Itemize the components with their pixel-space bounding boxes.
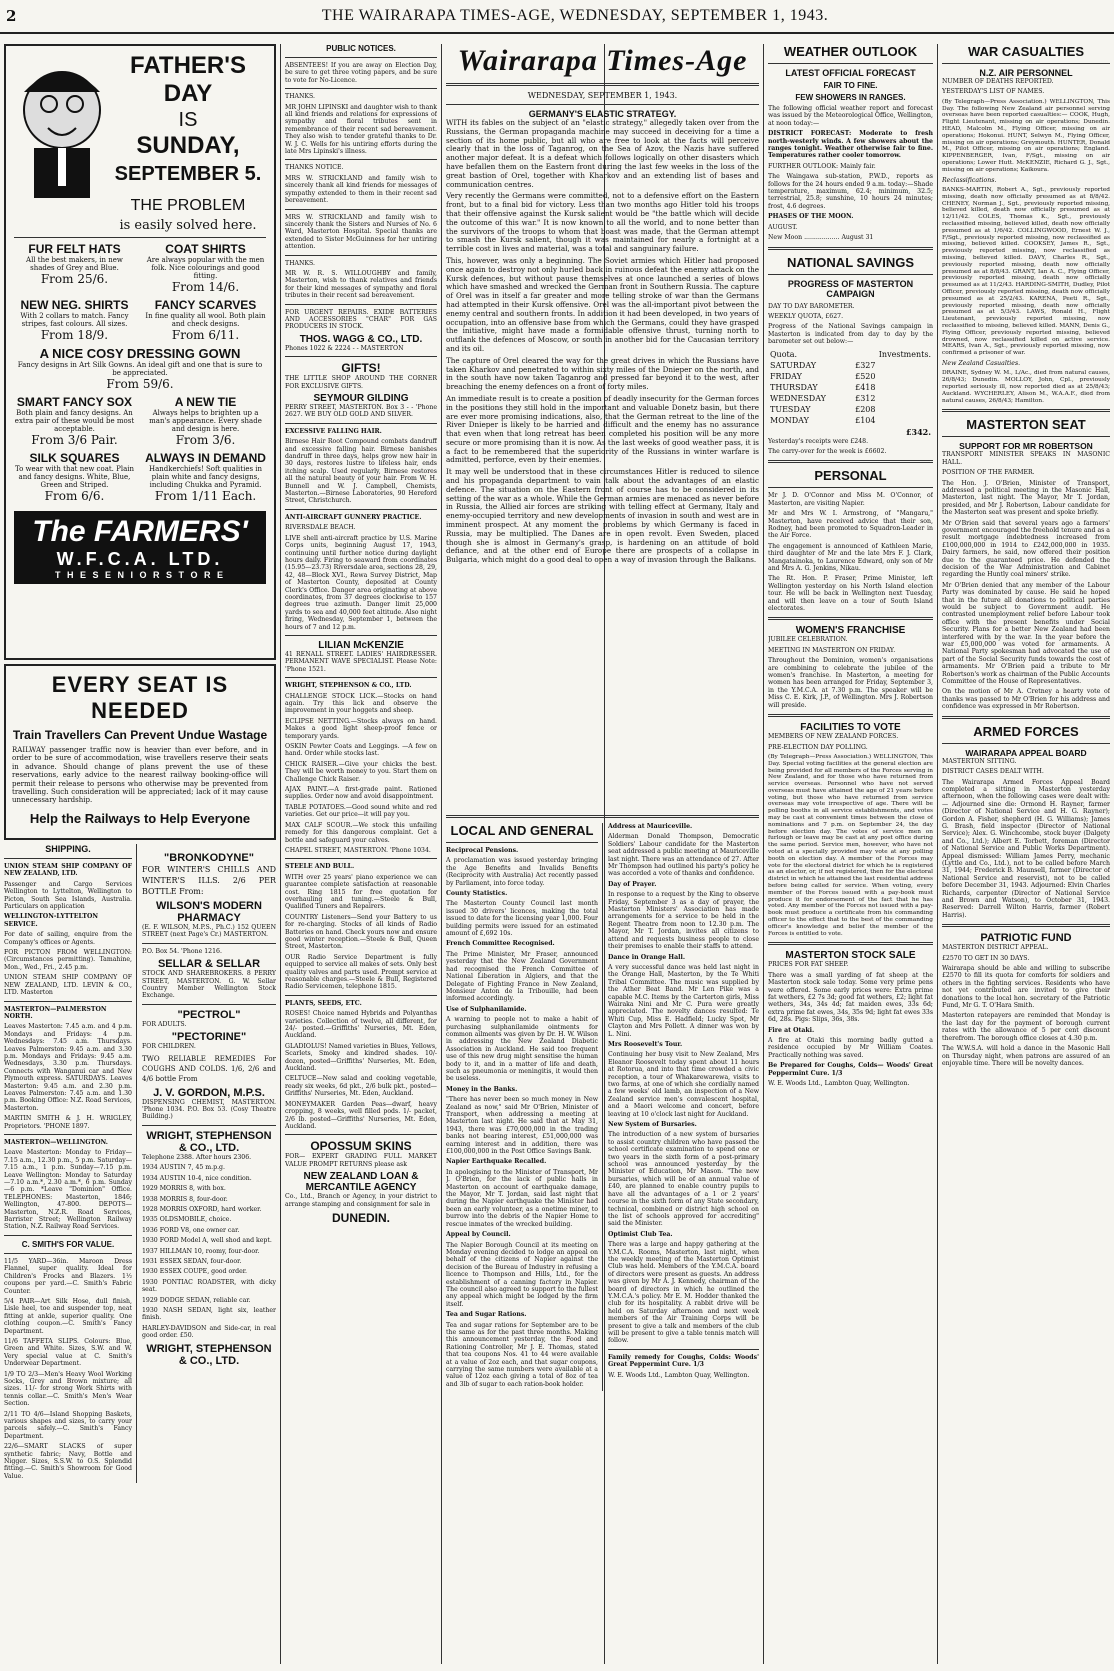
item-fancy-sox: SMART FANCY SOX Both plain and fancy designs. An extra pair of these would be most acceptable. From 3/6 Pair.: [14, 395, 135, 447]
car-item: 1929 MORRIS 8, with box.: [142, 1185, 226, 1193]
masthead: [0, 0, 1114, 34]
car-list: [142, 1164, 276, 1339]
problem-line: THE PROBLEM: [130, 197, 246, 214]
table-row: MONDAY £104: [770, 415, 876, 425]
railway-ad: [4, 664, 276, 840]
savings-barometer-table: Quota. Investments. SATURDAY £327 FRIDAY £520 THURSDAY £418 WEDNESDAY £312 TUESDAY £208 MONDAY £104 £342.: [770, 349, 931, 437]
column-6: WAR CASUALTIES N.Z. AIR PERSONNEL NUMBER OF DEATHS REPORTED. YESTERDAY'S LIST OF NAMES. (By Telegraph—Press Association.) WELLINGTON, This Day. The following New Zealand air personnel serving overseas have been reported casualties:— COOK, Hugh, Flight Lieutenant, missing on air operations; Dunedin. HEAD, Malcolm M., Flying Officer, missing on air operations; Hokonui. HUNT, Selwyn M., Flying Officer, missing on air operations; Greymouth. HUNTER, Donald M., Pilot Officer, missing on air operations; England. KIPPENBERGER, Ivan, F/Sgt., missing on air operations; Lower Hutt. McKENZIE, Richard G. J., Sgt., missing on air operations; Kaikoura. Reclassifications. BANKS-MARTIN, Robert A., Sgt., previously reported missing, death now officially presumed as at 8/8/42. CHENEY, Norman J., Sgt., previously reported missing, believed killed, death now officially presumed as at 12/11/42. COLES, Thomas K., Sgt., previously reclassified missing, believed killed, death now officially presumed as at 1/6/42. COLLINGWOOD, Ernest W. J., F/Sgt., previously reported missing, now reclassified as missing, believed killed. COOKSEY, James R., Sgt., previously reported missing, now reclassified as missing, believed killed. DAVY, Charles R., Sgt., previously reported missing, death now officially presumed as at 8/8/43. GRANT, Ian A. C., Flying Officer, previously reported missing, death now officially presumed as at 11/2/43. HARDING-SMITH, Dudley, Pilot Officer, previously reported missing, death now officially presumed as at 25/2/43. KARENA, Peeti R., Sgt., previously reported missing, death now officially presumed as at 5/3/43. LAWS, Ronald H., Flight Lieutenant, previously reported missing, now reclassified to missing, believed killed. MANN, Denis G., Flying Officer, previously reported missing, believed drowned, now reclassified killed on active service. MEARS, Ivan A., Sgt., previously reported missing, now confirmed a prisoner of war. New Zealand Casualties. DRAINE, Sydney W. M., L/Ac., died from natural causes, 26/8/43; Dunedin. MOLLOY, John, Cpl., previously reported seriously ill, now reported died as at 25/8/43; Auckland. WYCHERLEY, Alison M., W.A.A.F., died from natural causes, 26/8/43; Hamilton. MASTERTON SEAT SUPPORT FOR MR ROBERTSON TRANSPORT MINISTER SPEAKS IN MASONIC HALL. POSITION OF THE FARMER. The Hon. J. O'Brien, Minister of Transport, addressed a political meeting in the Masonic Hall, Masterton, last night. The Mayor, Mr T. Jordan, presided, and Mr J. Robertson, Labour candidate for the Masterton seat was present and spoke briefly. Mr O'Brien said that several years ago a farmers' government encouraged the freehold tenure and as a result mortgage indebtedness increased from £100,000,000 in 1914 to £242,000,000 in 1935. Dairy farmers, he said, now offered their position due to the guaranteed price. He defended the decision of the War Administration and Cabinet regarding the Huntly coal miners' strike. Mr O'Brien denied that any member of the Labour Party was dominated by cause. He said he hoped that in the future all donations to political parties would be subject to Government audit. He contrasted unemployment relief before Labour took office with the present benefits under Social Security. Plans for a better New Zealand had been interfered with by the war. In the year before the war £5,000,000 was voted for armaments. A National Party spokesman had advocated the use of part of the Social Security funds towards the cost of armaments. Mr O'Brien paid a tribute to Mr Robertson's work as chairman of the Public Accounts Committee of the House of Representatives. On the motion of Mr A. Cretney a hearty vote of thanks was passed to Mr O'Brien for his address and confidence was expressed in Mr Robertson. ARMED FORCES WAIRARAPA APPEAL BOARD MASTERTON SITTING. DISTRICT CASES DEALT WITH. The Wairarapa Armed Forces Appeal Board completed a sitting in Masterton yesterday afternoon, when the following cases were dealt with:— Adjourned sine die: Ormond H. Rayner, farmer (Director of National Service and H. G. Rayner); Gordon A. Fisher, shepherd (H. G. Williams); James G. Brash, field inspector (Director of National Service); Alex. G. Winchcombe, stock buyer (Dalgety and Co., Ltd.); Albert E. Torbett, foreman (Director of National Service and Public Works Department). Appeal dismissed: William James Perry, mechanic (Lyttle and Co., Ltd.), not to be called before March 31, 1944; Frederick B. Maunsell, farmer (Director of National Service and reservist), not to be called before December 31, 1943. Adjourned: Elvin Charles Richards, carpenter (Director of National Service and Brown and Watson), to October 31, 1943. Reserved: Darrell Wilton Harris, farmer (Robert Harris). PATRIOTIC FUND MASTERTON DISTRICT APPEAL. £2570 TO GET IN 30 DAYS. Wairarapa should be able and willing to subscribe £2570 to fill its quota for comforts for soldiers and others in the fighting services. Residents who have not yet contributed are invited to give their donations to the local hon. secretary of the Patriotic Fund, Mr G. T. O'Hara Smith. Masterton ratepayers are reminded that Monday is the last day for the payment of borough current rates with the allowance of 5 per cent discount therefrom. The borough office closes at 4.30 p.m. The W.W.S.A. will hold a dance in the Masonic Hall on Thursday night, when patrons are assured of an enjoyable time. There will be novelty dances.: [942, 44, 1110, 1067]
shipping-and-remedies: [4, 844, 276, 1483]
table-row: THURSDAY £418: [770, 382, 876, 392]
railway-headline: EVERY SEAT IS NEEDED: [51, 672, 229, 723]
car-item: 1930 FORD Model A, well shod and kept.: [142, 1237, 272, 1245]
item-new-tie: A NEW TIE Always helps to brighten up a man's appearance. Every shade and design is here. From 3/6.: [149, 395, 262, 447]
car-item: 1931 ESSEX SEDAN, four-door.: [142, 1257, 242, 1265]
csmith-item: 5/4 PAIR—Art Silk Hose, dull finish, Lisle heel, toe and suspender top, neat fitting at ankle, superior quality. One clothing coupon.—C. Smith's Fancy Department.: [4, 1297, 132, 1335]
car-item: 1938 MORRIS 8, four-door.: [142, 1195, 228, 1203]
masterton-seat-headline: MASTERTON SEAT: [966, 417, 1086, 433]
table-row: TUESDAY £208: [770, 404, 876, 414]
fathers-day-date: SEPTEMBER 5.: [114, 163, 262, 185]
farmers-ad: [4, 44, 276, 660]
csmith-item: 11/6 TAFFETA SLIPS. Colours: Blue, Green and White. Sizes, S.W. and W. Very special value at C. Smith's Underwear Department.: [4, 1337, 132, 1368]
item-coat-shirts: COAT SHIRTS Are always popular with the men folk. Nice colourings and good fitting. From 14/6.: [146, 242, 265, 294]
item-silk-squares: SILK SQUARES To wear with that new coat. Plain and fancy designs. White, Blue, Green and Striped. From 6/6.: [14, 451, 134, 503]
editorial-date: WEDNESDAY, SEPTEMBER 1, 1943.: [527, 91, 678, 100]
item-fur-felt-hats: FUR FELT HATS All the best makers, in new shades of Grey and Blue. From 25/6.: [26, 242, 123, 286]
item-dressing-gown: A NICE COSY DRESSING GOWN Fancy designs in Art Silk Gowns. An ideal gift and one that is sure to be appreciated. From 59/6.: [17, 346, 263, 391]
fathers-day-line1: FATHER'S: [130, 52, 246, 79]
car-item: 1936 FORD V8, one owner car.: [142, 1226, 240, 1234]
table-row: WEDNESDAY £312: [770, 393, 876, 403]
fathers-day-line2: DAY: [163, 80, 213, 107]
item-fancy-scarves: FANCY SCARVES In fine quality all wool. Both plain and check designs. From 6/11.: [145, 298, 266, 342]
item-always-in-demand: ALWAYS IN DEMAND Handkerchiefs! Soft qualities in plain white and fancy designs, including Chukka and Pyramid. From 1/11 Each.: [145, 451, 266, 503]
car-item: 1937 HILLMAN 10, roomy, four-door.: [142, 1247, 260, 1255]
nameplate: Wairarapa Times-Age: [457, 44, 748, 77]
railway-body: RAILWAY passenger traffic now is heavier than ever before, and in order to be sure of accommodation, wise travellers reserve their seats in advance. Should change of plans prevent the use of these reservations, early advice to the nearest railway booking-office will permit their release to persons who otherwise may be prevented from travelling. Such consideration will be appreciated; lack of it may cause unnecessary hardship.: [12, 746, 268, 805]
editorial-headline: GERMANY'S ELASTIC STRATEGY.: [528, 109, 677, 119]
weather-headline: WEATHER OUTLOOK: [783, 44, 918, 59]
farmers-logo: The FARMERS' W.F.C.A. LTD. T H E S E N I O R S T O R E: [14, 511, 266, 584]
car-item: 1930 NASH SEDAN, light six, leather finish.: [142, 1306, 276, 1322]
car-item: 1935 OLDSMOBILE, choice.: [142, 1216, 232, 1224]
farmers-items-1: [14, 242, 266, 298]
car-item: 1929 DODGE SEDAN, reliable car.: [142, 1296, 251, 1304]
armed-forces-headline: ARMED FORCES: [973, 723, 1079, 739]
page-number: 2: [6, 7, 17, 25]
column-2-notices: PUBLIC NOTICES. ABSENTEES! If you are away on Election Day, be sure to get three voting papers, and be sure to vote for No-Licence. THANKS. MR JOHN LIPINSKI and daughter wish to thank all kind friends and relations for expressions of sympathy and floral tributes sent in remembrance of their recent sad bereavement. They also wish to tender grateful thanks to Dr. W. J. C. Wells for his untiring efforts during the late Mrs Lipinski's illness. THANKS NOTICE. MRS W. STRICKLAND and family wish to sincerely thank all kind friends for messages of sympathy extended to them in their recent sad bereavement. MRS W. STRICKLAND and family wish to sincerely thank the Sisters and Nurses of No. 6 Ward, Masterton Hospital. Special thanks are extended to Sister McGuinness for her untiring attention. THANKS. MR W. R. S. WILLOUGHBY and family, Masterton, wish to thank relatives and friends for their kind messages of sympathy and floral tributes in their recent sad bereavement. FOR URGENT REPAIRS. EXIDE BATTERIES AND ACCESSORIES "CHAR" FOR GAS PRODUCERS IN STOCK. THOS. WAGG & CO., LTD. Phones 1022 & 2224 - - MASTERTON GIFTS! THE LITTLE SHOP AROUND THE CORNER FOR EXCLUSIVE GIFTS. SEYMOUR GILDING PERRY STREET, MASTERTON. Box 3 - - 'Phone 2627. WE BUY OLD GOLD AND SILVER. EXCESSIVE FALLING HAIR. Birnese Hair Root Compound combats dandruff and excessive falling hair. Birnese banishes dandruff in three days, helps grow new hair in 30 days, restores lustre to lifeless hair, ends itching scalp. Used regularly, Birnese restores all the natural beauty of your hair. From W. H. Bunnell and W. J. Campbell, Chemists, Masterton.—Birnese Laboratories, 90 Hereford Street, Christchurch. ANTI-AIRCRAFT GUNNERY PRACTICE. RIVERSDALE BEACH. LIVE shell anti-aircraft practice by U.S. Marine Corps units, beginning August 17, 1943, continuing until further notice during daylight hours daily. Firing to seaward from coordinates (15.95—23.73) Riversdale area, sections 28, 29, 42, 48—Block XVI., Rewa Survey District, Map of Masterton County, deposited at County Clerk's Office. Danger area originating at above coordinates, from 37 degrees clockwise to 157 degrees true azimuth. Danger limit 25,000 yards to sea and 40,000 feet altitude. Also night firing, Wednesday, September 1, between the hours of 7 and 12 p.m. LILIAN McKENZIE 41 RENALL STREET. LADIES' HAIRDRESSER. PERMANENT WAVE SPECIALIST. Please Note: 'Phone 1521. WRIGHT, STEPHENSON & CO., LTD. CHALLENGE STOCK LICK.—Stocks on hand again. Try this lick and observe the improvement in your hoggets and sheep. ECLIPSE NETTING.—Stocks always on hand. Makes a good light sheep-proof fence or temporary yards. OSKIN Pewter Coats and Leggings. —A few on hand. Order while stocks last. CHICK RAISER.—Give your chicks the best. They will be worth money to you. Start them on Challenge Chick Raiser. AJAX PAINT.—A first-grade paint. Rationed supplies. Order now and avoid disappointment. TABLE POTATOES.—Good sound white and red varieties. Get our price—it will pay you. MAX CALF SCOUR.—We stock this unfailing remedy for this dangerous complaint. Get a bottle and safeguard your calves. CHAPEL STREET, MASTERTON. 'Phone 1034. STEELE AND BULL. WITH over 25 years' piano experience we can guarantee complete satisfaction at reasonable cost. Ring 1815 for free quotation for overhauling and tuning.—Steele & Bull, Qualified Tuners and Repairers. COUNTRY Listeners—Send your Battery to us for re-charging. Stocks of all kinds of Radio Batteries on hand. Check yours now and ensure good winter reception.—Steele & Bull, Queen Street, Masterton. OUR Radio Service Department is fully equipped to service all makes of sets. Only best quality valves and parts used. Prompt service at reasonable charges.—Steele & Bull, Registered Radio Servicemen, telephone 1815. PLANTS, SEEDS, ETC. ROSES! Choice named Hybrids and Polyanthas varieties. Collection of twelve, all different, for 24/- posted.—Griffiths' Nurseries, Mt. Eden, Auckland. GLADIOLUS! Named varieties in Blues, Yellows, Scarlets, Smoky and kindred shades. 10/- dozen, posted—Griffiths' Nurseries, Mt. Eden, Auckland. CELTUCE—New salad and cooking vegetable, ready six weeks, 6d pkt., 2/6 bulk pkt., posted—Griffiths' Nurseries, Mt. Eden, Auckland. MONEYMAKER Garden Peas—dwarf, heavy cropping, 8 weeks, well filled pods. 1/- packet, 2/6 lb. posted—Griffiths' Nurseries, Mt. Eden, Auckland. OPOSSUM SKINS FOR— EXPERT GRADING FULL MARKET VALUE PROMPT RETURNS please ask NEW ZEALAND LOAN & MERCANTILE AGENCY Co., Ltd., Branch or Agency, in your district to arrange stamping and consignment for sale in DUNEDIN.: [285, 44, 437, 1225]
railway-subhead: Train Travellers Can Prevent Undue Wastage: [12, 728, 268, 742]
railway-slogan: Help the Railways to Help Everyone: [29, 810, 251, 826]
table-row: SATURDAY £327: [770, 360, 876, 370]
column-5: WEATHER OUTLOOK LATEST OFFICIAL FORECAST FAIR TO FINE. FEW SHOWERS IN RANGES. The following official weather report and forecast was issued by the Meteorological Office, Wellington, at noon today:— DISTRICT FORECAST: Moderate to fresh north-westerly winds. A few showers about the ranges tonight. Weather otherwise fair to fine. Temperatures rather cooler tomorrow. FURTHER OUTLOOK: Mainly fair. The Waingawa sub-station, P.W.D., reports as follows for the 24 hours ended 9 a.m. today:—Shade temperature, maximum, 62.4; minimum, 32.5; terrestrial, 25.8; sunshine, 10 hours 24 minutes; frost, 4.6 degrees. PHASES OF THE MOON. AUGUST. New Moon .................. August 31 NATIONAL SAVINGS PROGRESS OF MASTERTON CAMPAIGN DAY TO DAY BAROMETER. WEEKLY QUOTA, £627. Progress of the National Savings campaign in Masterton is indicated from day to day by the barometer set out below:— Quota. Investments. SATURDAY £327 FRIDAY £520 THURSDAY £418 WEDNESDAY £312 TUESDAY £208 MONDAY £104 £342. Yesterday's receipts were £248. The carry-over for the week is £6602. PERSONAL Mr J. D. O'Connor and Miss M. O'Connor, of Masterton, are visiting Napier. Mr and Mrs W. I. Armstrong, of "Mangaru," Masterton, have received advice that their son, Rodney, had been promoted to Squadron-Leader in the Air Force. The engagement is announced of Kathleen Marie, third daughter of Mr and the late Mrs F. J. Clark, Mangatainoka, to Laurence Edward, only son of Mr and Mrs A. G. Jenkins, Nikau. The Rt. Hon. P. Fraser, Prime Minister, left Wellington yesterday on his North Island election tour. He will be back in Wellington next Tuesday, and will then leave on a tour of South Island electorates. WOMEN'S FRANCHISE JUBILEE CELEBRATION. MEETING IN MASTERTON ON FRIDAY. Throughout the Dominion, women's organisations are combining to celebrate the jubilee of the women's franchise. In Masterton, a meeting for women has been arranged for Friday, September 3, in the Y.M.C.A. at 7.30 p.m. The speaker will be Miss C. E. Kirk, J.P., of Wellington. Mrs J. Robertson will preside. FACILITIES TO VOTE MEMBERS OF NEW ZEALAND FORCES. PRE-ELECTION DAY POLLING. (By Telegraph—Press Association.) WELLINGTON, This Day. Special voting facilities at the general election are being provided for all members of the Forces serving in New Zealand, and for those who have returned from service overseas. Personnel who have not served overseas must have attained the age of 21 years before voting, but those who have returned from service overseas may vote irrespective of age. There will be polling booths in all service establishments, and votes may be cast at convenient times between the close of nominations and 7 p.m. on September 24, the day before election day. The votes of service men on furlough or leave may be cast at any post office during the same period. Service men, however, who have not voted at a specially provided may vote at any polling booth on election day. A member of the Forces may vote for the electoral district for which he is registered as an elector, or, if not registered, then for the electoral district in which he attained the last residential address before being called for service. When voting, every member of the Forces issued with a pay-book must produce it for endorsement of the fact that he has voted. Any member of the Forces not issued with a pay-book must produce a certificate from his commanding officer to the effect that to the best of the commanding officer's knowledge and belief the member of the Forces is entitled to vote. MASTERTON STOCK SALE PRICES FOR FAT SHEEP. There was a small yarding of fat sheep at the Masterton stock sale today. Some very prime pens were offered. Some early prices were: Extra prime fat wethers, £2 7s 3d; good fat wethers, £2; light fat wethers, 34s, 34s 4d; fat maiden ewes, 33s 6d; extra prime fat ewes, 34s, 35s 9d; light fat ewes 33s 6d, 28s. Pigs: Slips, 36s, 38s. Fire at Otaki. A fire at Otaki this morning badly gutted a residence occupied by Mr William Coates. Practically nothing was saved. Be Prepared for Coughs, Colds— Woods' Great Peppermint Cure. 1/3 W. E. Woods Ltd., Lambton Quay, Wellington.: [768, 44, 933, 1088]
car-item: 1934 AUSTIN 10-4, nice condition.: [142, 1174, 252, 1182]
item-neg-shirts: NEW NEG. SHIRTS With 2 collars to match. Fancy stripes, fast colours. All sizes. From 18/9.: [20, 298, 129, 342]
csmith-item: 11/5 YARD—36in. Maroon Dress Flannel, super quality. Ideal for Children's Frocks and Blazers. 1½ coupons per yard.—C. Smith's Fabric Counter.: [4, 1257, 132, 1295]
editorial-section: Wairarapa Times-Age WEDNESDAY, SEPTEMBER 1, 1943. GERMANY'S ELASTIC STRATEGY. WITH its fables on the subject of an "elastic strategy," allegedly taken over from the Russians, the German propaganda machine may succeed in deceiving for a time a section of its home public, but all who are free to look at the facts will perceive clearly that in the loss of Taganrog, on the Sea of Azov, the Nazis have suffered another major defeat. It is a defeat which follows logically on other disasters which have befallen them on the Eastern front during the last few weeks in the loss of the great bastion of Orel, together with Kharkov and an extending list of bases and communication centres. Very recently the Germans were committed, not to a defensive effort on the Eastern front, but to a final bid for victory. Less than two months ago Hitler told his troops that their offensive against the Kursk salient would be "the battle which will decide the outcome of this war." It is now known to all the world, and to none better than the survivors of the troops to whom that boast was made, that the German attempt to smash the Kursk salient, though it was maintained for nearly a fortnight at a terrible cost in lives and material, was a total and sanguinary failure. This, however, was only a beginning. The Soviet armies which Hitler had proposed once again to destroy not only hurled back in ruinous defeat the enemy attack on the Kursk defences, but without pause themselves at once launched a series of blows which have smashed and wrecked the German front in Southern Russia. The capture of Orel was in itself a far greater and more telling stroke of war than the Germans had attempted in their Kursk offensive. Orel was the all-important pivot between the enemy central and southern fronts. In addition it had been developed, in two years of occupation, into an offensive base from which the Germans, could they have grasped the initiative, might have made a formidable offensive thrust, turning north to outflank the defences of Moscow, or south in another bid for the Caucasian territory and its oil. The capture of Orel cleared the way for the great drives in which the Russians have taken Kharkov and penetrated to within sixty miles of the Dnieper on the north, and in the south have now taken Taganrog and pressed far beyond it to the west, after breaching the enemy defences on a front of forty miles. An immediate result is to create a position of deadly insecurity for the German forces in the positions they still hold in the important and valuable Donetz basin, but there are ever more promising indications, also, that the German retreat to the line of the River Dnieper is likely to be harried and difficult and the enemy has no assurance that even when that long retreat has been completed his position will be any more secure or more promising than it is now. As the last weeks of good weather pass, it is a fact to be remembered that the superiority of the Russians in winter warfare is admitted, perforce, even by their enemies. It may well be understood that in these circumstances Hitler is reduced to silence and his propaganda department to vain talk about the advantages of an elastic defence. The situation on the Eastern front of course has to be considered in its setting of the war as a whole. While the German armies are menaced as never before in Russia, the Allied air forces are striking with telling effect at Germany, Italy and enemy-occupied territory and new developments of invasion in south and west are in imminent prospect. At any moment the problems by which Germany is faced in Russia, may be multiplied. The Danes are in open revolt. Even Sweden, placed though she is almost in Germany's grasp, is hardening on an attitude of bold defiance, and at the other end of Europe there are prospects of a collapse in Bulgaria, which might do a good deal to open a way of invasion through the Balkans.: [446, 44, 759, 565]
car-item: 1930 PONTIAC ROADSTER, with dicky seat.: [142, 1278, 276, 1294]
national-savings-headline: NATIONAL SAVINGS: [786, 254, 915, 270]
personal-headline: PERSONAL: [814, 468, 887, 484]
local-and-general: LOCAL AND GENERAL Reciprocal Pensions. A proclamation was issued yesterday bringing the Age Benefits and Invalids Benefits (Reciprocity with Australia) Act recently passed by Parliament, into force today. County Statistics. The Masterton County Council last month issued 30 drivers' licences, making the total issued to date for the licensing year 1,000. Four building permits were issued for an estimated amount of £,692 10s. French Committee Recognised. The Prime Minister, Mr Fraser, announced yesterday that the New Zealand Government had recognised the French Committee of National Liberation in Algiers, and that the Delegate of Fighting France in New Zealand, Monsieur Anton de la Tribouille, had been informed accordingly. Use of Sulphanilamide. A warning to people not to make a habit of purchasing sulphanilamide ointments for common ailments was given by Dr. H. W. Wilson in addressing the New Zealand Diabetic Association in Auckland. He said too frequent use of this new drug might sensitise the human body to it, and in a matter of life and death, such as pneumonia or meningitis, it would then be useless. Money in the Banks. "There has never been so much money in New Zealand as now," said Mr O'Brien, Minister of Transport, when addressing a meeting at Masterton last night. He said that at May 31, 1943, there was £70,000,000 in the trading banks not bearing interest, £51,000,000 was earning interest and in addition, there was £100,000,000 in the Post Office Savings Bank. Napier Earthquake Recalled. In apologising to the Minister of Transport, Mr J. O'Brien, for the lack of public halls in Masterton on account of earthquake damage, the Mayor, Mr T. Jordan, said last night that during the Napier earthquake the Minister had been an early volunteer, as a onetime miner, to burrow into the debris of the Napier Home to rescue inmates of the wrecked building. Appeal by Council. The Napier Borough Council at its meeting on Monday evening decided to lodge an appeal on behalf of the citizens of Napier against the decision of the Bureau of Industry in refusing a licence to Thompson and Hills, Ltd., for the establishment of a canning factory in Napier. The council also agreed to support to the fullest any appeal which might be lodged by the firm itself. Tea and Sugar Rations. Tea and sugar rations for September are to be the same as for the past three months. Making this announcement yesterday, the Food and Rationing Controller, Mr J. E. Thomas, stated that tea coupons Nos. 41 to 44 were available at a value of 2oz each, and that sugar coupons, carrying the same numbers were available at a value of 12oz each giving a total of 8oz of tea and 3lb of sugar to each ration-book holder. Address at Mauriceville. Alderman Donald Thompson, Democratic Soldiers' Labour candidate for the Masterton seat addressed a public meeting at Mauriceville last night. There was an attendance of 27. After Mr Thompson had outlined his party's policy he was accorded a vote of thanks and confidence. Day of Prayer. In response to a request by the King to observe Friday, September 3 as a day of prayer, the Masterton Ministers' Association has made arrangements for a service to be held in the Regent Theatre from noon to 12.30 p.m. The Mayor, Mr T. Jordan, invites all citizens to attend and requests business people to close their premises to enable their staffs to attend. Dance in Orange Hall. A very successful dance was held last night in the Orange Hall, Masterton, by the Te Whiti Tribal Committee. The music was supplied by the Ather Beat Band. Mr Len Pike was a capable M.C. Items by the Carterton girls, Miss Wairaka Nini and Mr C. Pura were greatly appreciated. The novelty dances resulted: Te Whiti Cup, Miss E. Hadfield; Lucky Spot, Mr Clayton and Mrs Pollett. A dinner was won by L. Nini. Mrs Roosevelt's Tour. Continuing her busy visit to New Zealand, Mrs Eleanor Roosevelt today spent about 11 hours at Rotorua, and into that time crowded a civic reception, a tour of Whakarewarewa, visits to two farms, at one of which she cordially named a few weeks' old lamb, an inspection of a New Zealand service men's convalescent hospital, and a Maori welcome and concert, before leaving at 10 o'clock last night for Auckland. New System of Bursaries. The introduction of a new system of bursaries to assist country children who have passed the school certificate examination to spend one or two years in the sixth form of a post-primary school was announced yesterday by the Minister of Education, Mr Mason. "The new bursaries, which will be of an annual value of £40, are planned to enable country pupils to have all the advantages of a 1 or 2 years' course in the sixth form of any State secondary, technical, combined or district high school on the list of schools approved for accrediting" said the Minister. Optimist Club Tea. There was a large and happy gathering at the Y.M.C.A. Rooms, Masterton, last night, when the weekly meeting of the Masterton Optimist Club was held. Members of the Y.M.C.A. board of directors were present as guests. An address was given by Mr A. J. Kennedy, chairman of the board of directors in which he outlined the Y.M.C.A.'s policy. Mr E. M. Hodder thanked the club for its hospitality. A rabbit drive will be held on Saturday afternoon and next week members of the Air Training Corps will be present to give a talk and members of the club will be present to give a table tennis match will follow. Family remedy for Coughs, Colds: Woods' Great Peppermint Cure. 1/3 W. E. Woods Ltd., Lambton Quay, Wellington.: [446, 815, 759, 1665]
solved-line: is easily solved here.: [119, 218, 257, 233]
masthead-title: THE WAIRARAPA TIMES-AGE, WEDNESDAY, SEPTEMBER 1, 1943.: [321, 7, 829, 24]
car-item: HARLEY-DAVIDSON and Side-car, in real good order. £50.: [142, 1324, 276, 1340]
car-item: 1928 MORRIS OXFORD, hard worker.: [142, 1205, 262, 1213]
csmith-item: 22/6—SMART SLACKS of super synthetic fabric; Navy, Bottle and Nigger. Sizes, S.S.W. to O.S. Splendid fitting.—C. Smith's Showroom for Good Value.: [4, 1443, 132, 1480]
patriotic-fund-headline: PATRIOTIC FUND: [980, 932, 1072, 945]
car-item: 1930 ESSEX COUPE, good order.: [142, 1268, 248, 1276]
csmith-item: 1/9 TO 2/3—Men's Heavy Wool Working Socks, Grey and Brown mixture; all sizes. 11/- for strong Work Shirts with tennis collar.—C. Smith's Men's Wear Section.: [4, 1370, 132, 1408]
shipping-section: SHIPPING. UNION STEAM SHIP COMPANY OF NEW ZEALAND, LTD. Passenger and Cargo Services Wellington to Lyttelton, Wellington to Picton, South Sea Islands, Australia. Particulars on application WELLINGTON-LYTTELTON SERVICE. For date of sailing, enquire from the Company's offices or Agents. FOR PICTON FROM WELLINGTON: (Circumstances permitting). Tamahine, Mon., Wed., Fri., 2.45 p.m. UNION STEAM SHIP COMPANY OF NEW ZEALAND, LTD. LEVIN & CO., LTD. Masterton MASTERTON—PALMERSTON NORTH. Leaves Masterton: 7.45 a.m. and 4 p.m. Mondays and Fridays: 4 p.m. Wednesdays: 7.45 a.m. Thursdays. Leaves Palmerston: 9.45 a.m. and 3.30 p.m. Mondays and Fridays: 9.45 a.m. Wednesdays, 3.30 p.m. Thursdays. Connects with Wanganui car and New Plymouth express. SATURDAYS. Leaves Masterton: 9.45 a.m. and 2.30 p.m. Leaves Palmerston: 7.45 a.m. and 1.30 p.m. Booking Office: N.Z. Road Services, Masterton. MARTIN SMITH & J. H. WRIGLEY, Proprietors. 'PHONE 1897. MASTERTON—WELLINGTON. Leave Masterton: Monday to Friday—7.15 a.m., 12.30 p.m., 5 p.m. Saturday—7.15 a.m., 1 p.m. Sunday—7.15 p.m. Leave Wellington: Monday to Saturday—7.10 a.m.*, 2.30 a.m.*, 6 p.m. Sunday—6 p.m. *Leave "Dominion" Office. TELEPHONES: Masterton, 1846; Wellington, 47-800. DEPOTS—Masterton, N.Z.R. Road Services, Barrister Street; Wellington Railway Station, N.Z. Railway Road Services. C. SMITH'S FOR VALUE. 11/5 YARD—36in. Maroon Dress Flannel, super quality. Ideal for Children's Frocks and Blazers. 1½ coupons per yard.—C. Smith's Fabric Counter. 5/4 PAIR—Art Silk Hose, dull finish, Lisle heel, toe and suspender top, neat fitting at ankle, superior quality. One clothing coupon.—C. Smith's Fancy Department. 11/6 TAFFETA SLIPS. Colours: Blue, Green and White. Sizes, S.W. and W. Very special value at C. Smith's Underwear Department. 1/9 TO 2/3—Men's Heavy Wool Working Socks, Grey and Brown mixture; all sizes. 11/- for strong Work Shirts with tennis collar.—C. Smith's Men's Wear Section. 2/11 TO 4/6—Island Shopping Baskets, various shapes and sizes, to carry your parcels safely.—C. Smith's Fancy Department. 22/6—SMART SLACKS of super synthetic fabric; Navy, Bottle and Nigger. Sizes, S.S.W. to O.S. Splendid fitting.—C. Smith's Showroom for Good Value.: [4, 844, 137, 1483]
csmith-item: 2/11 TO 4/6—Island Shopping Baskets, various shapes and sizes, to carry your parcels safely.—C. Smith's Fancy Department.: [4, 1410, 132, 1440]
car-item: 1934 AUSTIN 7, 45 m.p.g.: [142, 1164, 225, 1172]
table-row: FRIDAY £520: [770, 371, 876, 381]
fathers-day-line3: IS: [178, 109, 198, 131]
war-casualties-headline: WAR CASUALTIES: [967, 44, 1085, 59]
fathers-day-line4: SUNDAY,: [136, 132, 240, 159]
column-1: [4, 44, 276, 1664]
pharmacy-ads: "BRONKODYNE" FOR WINTER'S CHILLS AND WINTER'S ILLS. 2/6 PER BOTTLE From: WILSON'S MODERN PHARMACY (E. F. WILSON, M.P.S., Ph.C.) 152 QUEEN STREET (next Page's Cr.) MASTERTON. P.O. Box 54. 'Phone 1216. SELLAR & SELLAR STOCK AND SHAREBROKERS. 8 PERRY STREET, MASTERTON. G. W. Sellar Country Member Wellington Stock Exchange. "PECTROL" FOR ADULTS. "PECTORINE" FOR CHILDREN. TWO RELIABLE REMEDIES For COUGHS AND COLDS. 1/6, 2/6 and 4/6 bottle From J. V. GORDON, M.P.S. DISPENSING CHEMIST, MASTERTON. 'Phone 1034. P.O. Box 53. (Cosy Theatre Building.) WRIGHT, STEPHENSON & CO., LTD. Telephone 2388. After hours 2306. 1934 AUSTIN 7, 45 m.p.g. 1934 AUSTIN 10-4, nice condition. 1929 MORRIS 8, with box. 1938 MORRIS 8, four-door. 1928 MORRIS OXFORD, hard worker. 1935 OLDSMOBILE, choice. 1936 FORD V8, one owner car. 1930 FORD Model A, well shod and kept. 1937 HILLMAN 10, roomy, four-door. 1931 ESSEX SEDAN, four-door. 1930 ESSEX COUPE, good order. 1930 PONTIAC ROADSTER, with dicky seat. 1929 DODGE SEDAN, reliable car. 1930 NASH SEDAN, light six, leather finish. HARLEY-DAVIDSON and Side-car, in real good order. £50. WRIGHT, STEPHENSON & CO., LTD.: [142, 852, 276, 1367]
father-illustration: [14, 52, 110, 202]
